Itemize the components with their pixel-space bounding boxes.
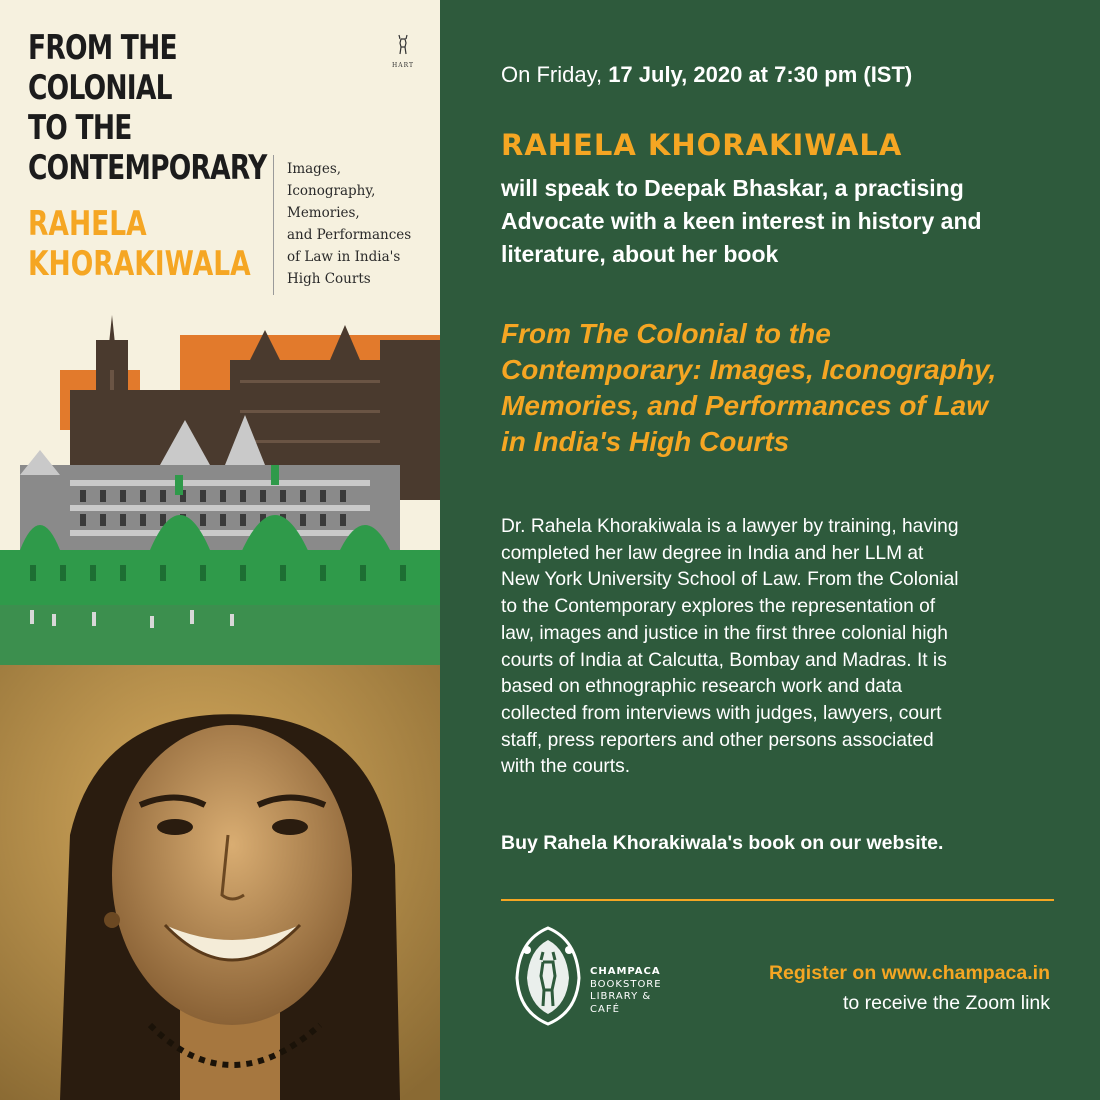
register-info — [769, 958, 1050, 1018]
buy-book-link[interactable]: Buy Rahela Khorakiwala's book on our website. — [501, 832, 944, 854]
bio-line: Dr. Rahela Khorakiwala is a lawyer by training, having — [501, 516, 959, 537]
speaker-description-line: Advocate with a keen interest in history and — [501, 208, 982, 234]
event-date-time: 17 July, 2020 at 7:30 pm (IST) — [608, 62, 913, 87]
high-court-illustration — [0, 300, 440, 665]
book-title-line: Memories, and Performances of Law — [501, 390, 989, 421]
book-title-line: Contemporary: Images, Iconography, — [501, 354, 997, 385]
cover-title-line: FROM THE — [28, 28, 177, 68]
publisher-logo — [390, 34, 416, 69]
speaker-description-line: literature, about her book — [501, 241, 779, 267]
speaker-name: RAHELA KHORAKIWALA — [501, 128, 903, 162]
register-link[interactable]: Register on www.champaca.in — [768, 962, 1050, 984]
bio-line: with the courts. — [501, 756, 631, 778]
cover-title-line: COLONIAL — [28, 68, 172, 108]
cover-author-line: KHORAKIWALA — [28, 244, 251, 284]
event-date — [501, 62, 912, 88]
cover-title — [28, 28, 267, 188]
champaca-logo-icon — [507, 920, 589, 1030]
author-bio — [501, 514, 1061, 781]
logo-text-line: CAFÉ — [590, 1003, 620, 1015]
logo-text-line: LIBRARY & — [590, 991, 652, 1002]
cover-title-line: TO THE — [28, 108, 132, 148]
footer-divider — [501, 899, 1054, 901]
deer-icon — [394, 34, 412, 56]
cover-subtitle — [287, 158, 437, 290]
cover-subtitle-line: Iconography, — [287, 183, 376, 199]
bio-line: law, images and justice in the first three colonial high — [501, 622, 948, 644]
cover-author — [28, 204, 251, 284]
cover-subtitle-line: Memories, — [287, 205, 360, 221]
author-photo — [0, 665, 440, 1100]
logo-text-line: CHAMPACA — [590, 966, 661, 977]
book-title-line: From The Colonial to the — [501, 318, 831, 349]
cover-author-line: RAHELA — [28, 204, 147, 244]
speaker-description-line: will speak to Deepak Bhaskar, a practising — [501, 175, 964, 201]
cover-title-line: CONTEMPORARY — [28, 148, 267, 188]
speaker-description — [501, 172, 1061, 271]
book-cover — [0, 0, 440, 665]
book-title-line: in India's High Courts — [501, 426, 790, 457]
register-note: to receive the Zoom link — [842, 992, 1050, 1014]
cover-subtitle-line: High Courts — [287, 271, 371, 287]
book-title — [501, 316, 1061, 460]
bio-line: courts of India at Calcutta, Bombay and Madras. It is — [501, 649, 947, 671]
bio-line: staff, press reporters and other persons associated — [501, 729, 934, 751]
author-portrait-image — [0, 665, 440, 1100]
logo-text-line: BOOKSTORE — [590, 978, 662, 990]
publisher-name: HART — [392, 62, 414, 69]
cover-subtitle-line: and Performances — [287, 227, 412, 243]
bio-line: collected from interviews with judges, lawyers, court — [501, 702, 942, 724]
bio-line: based on ethnographic research work and data — [501, 676, 903, 698]
champaca-logo-text — [590, 966, 662, 1016]
cover-divider — [273, 155, 274, 295]
bio-line: to the Contemporary explores the representation of — [501, 596, 936, 618]
cover-subtitle-line: of Law in India's — [287, 249, 401, 265]
event-date-prefix: On Friday, — [501, 62, 603, 87]
bio-line: completed her law degree in India and her LLM at — [501, 542, 924, 564]
cover-subtitle-line: Images, — [287, 161, 342, 177]
bio-line: New York University School of Law. From the Colonial — [501, 569, 959, 591]
